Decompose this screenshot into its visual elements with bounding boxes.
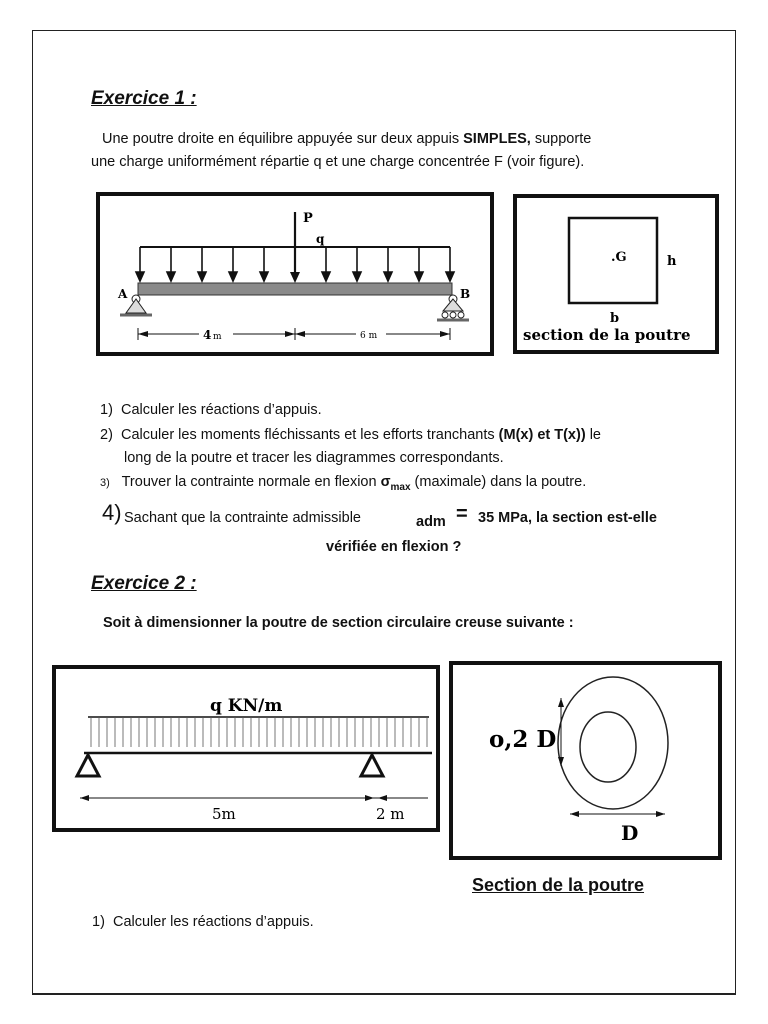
beam-figure-1	[96, 192, 494, 356]
exercise1-intro-line1	[102, 128, 591, 150]
ex1-question-2	[100, 424, 601, 446]
label-q: q	[316, 232, 325, 246]
hollow-section-diagram	[453, 665, 718, 856]
dim-5m: 5m	[212, 805, 236, 823]
q4-equals: =	[456, 503, 468, 525]
ex2-q1-number: 1)	[92, 914, 105, 930]
q1-number: 1)	[100, 402, 113, 418]
ex2-question-1	[92, 911, 314, 933]
q3-text-end: (maximale) dans la poutre.	[410, 474, 587, 490]
exercise2-title: Exercice 2 :	[91, 573, 197, 594]
label-D: D	[621, 821, 639, 845]
intro-text: Une poutre droite en équilibre appuyée sur deux appuis	[102, 131, 464, 147]
beam-figure-2	[52, 665, 440, 832]
support-right-2	[361, 755, 383, 776]
inner-circle	[580, 712, 636, 782]
q4-value: 35 MPa, la section est-elle	[478, 510, 657, 526]
page-bottom-rule	[32, 993, 736, 995]
q2-bold: (M(x) et T(x))	[498, 427, 586, 443]
beam-body	[138, 283, 452, 295]
support-A	[126, 299, 146, 313]
q2-text-end: le	[585, 427, 601, 443]
beam-diagram-2	[56, 669, 436, 828]
exercise2-intro: Soit à dimensionner la poutre de section circulaire creuse suivante :	[103, 615, 574, 631]
label-G: .G	[611, 250, 627, 265]
exercise1-title: Exercice 1 :	[91, 88, 197, 109]
q4-text-line2: vérifiée en flexion ?	[326, 539, 462, 555]
beam-diagram-1	[100, 196, 490, 352]
q3-number: 3)	[100, 477, 110, 489]
label-P: P	[303, 211, 313, 226]
dim-2m: 2 m	[376, 805, 405, 823]
q4-text: Sachant que la contrainte admissible	[124, 510, 361, 526]
ex1-question-3	[100, 471, 586, 499]
label-q-kn-m: q KN/m	[210, 696, 283, 716]
ex2-q1-text: Calculer les réactions d’appuis.	[112, 914, 314, 930]
label-0-2D: o,2 D	[489, 726, 557, 753]
distributed-load-arrows	[91, 717, 427, 747]
label-B: B	[460, 287, 471, 301]
section-figure-2	[449, 661, 722, 860]
ex1-question-1	[100, 399, 322, 421]
exercise1-intro-line2: une charge uniformément répartie q et une charge concentrée F (voir figure).	[91, 154, 585, 170]
q4-adm: adm	[416, 514, 446, 530]
q2-text: Calculer les moments fléchissants et les efforts tranchants	[120, 427, 499, 443]
q4-number: 4)	[102, 500, 122, 525]
support-left-2	[77, 755, 99, 776]
label-b: b	[610, 311, 620, 326]
q1-text: Calculer les réactions d’appuis.	[120, 402, 322, 418]
q2-number: 2)	[100, 427, 113, 443]
intro-bold: SIMPLES,	[463, 131, 531, 147]
label-h: h	[667, 254, 677, 269]
section-caption-2: Section de la poutre	[472, 875, 645, 895]
section-figure-1	[513, 194, 719, 354]
q3-sigma: σ	[380, 474, 391, 490]
q3-subscript: max	[390, 481, 411, 493]
ex1-question-2-line2: long de la poutre et tracer les diagrammes correspondants.	[124, 450, 504, 466]
rect-section-diagram	[517, 198, 715, 350]
dim-left-number: 4	[203, 328, 212, 342]
dim-left-unit: m	[213, 332, 222, 342]
label-A: A	[118, 287, 128, 301]
q3-text: Trouver la contrainte normale en flexion	[121, 474, 381, 490]
dim-right: 6 m	[360, 331, 378, 341]
intro-text-end: supporte	[530, 131, 592, 147]
section-caption-1: section de la poutre	[523, 326, 691, 344]
